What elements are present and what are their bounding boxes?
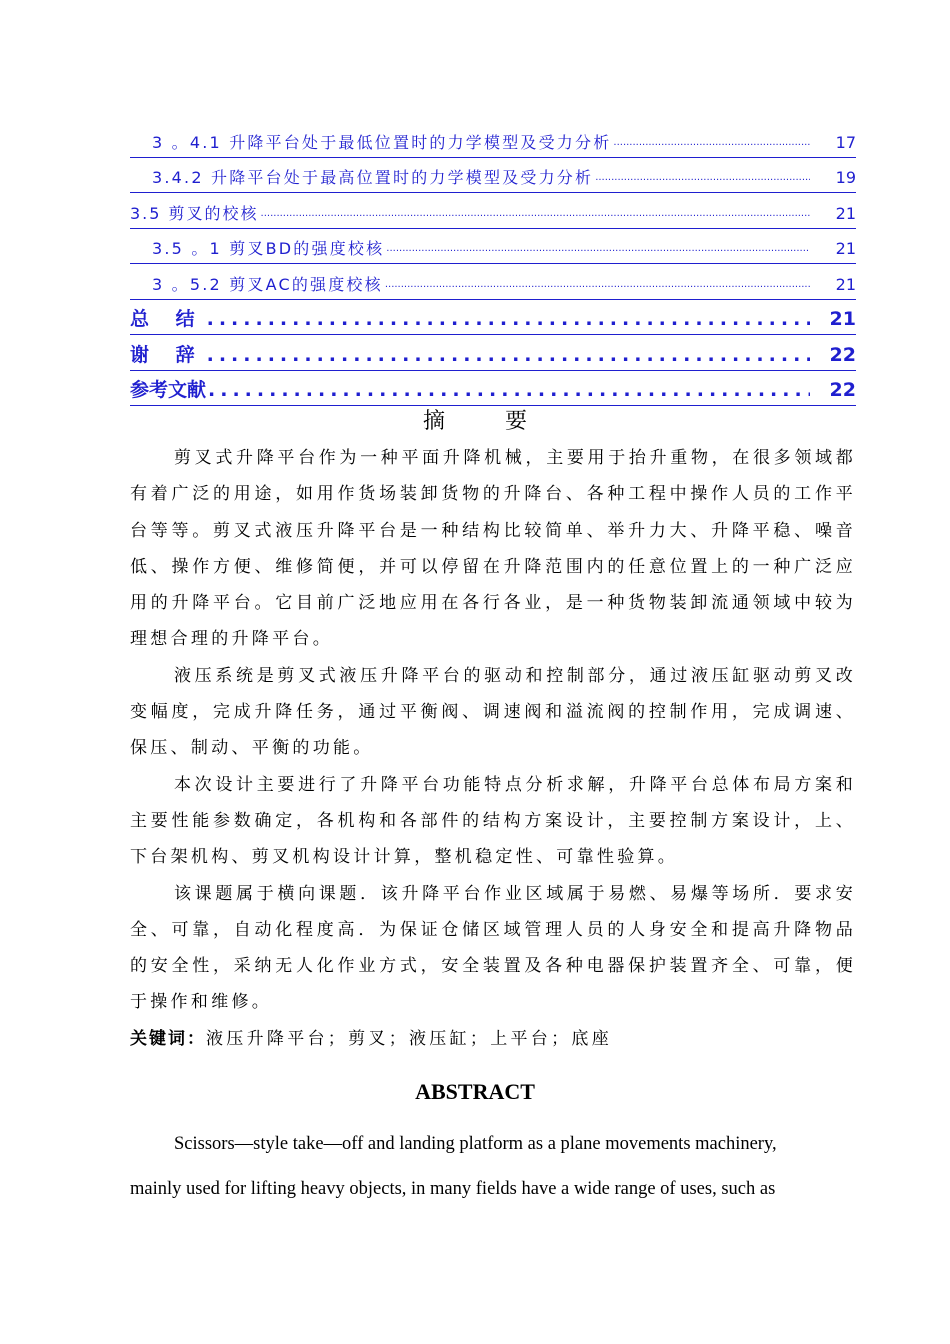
abstract-en-body: [130, 1122, 800, 1212]
abstract-en-paragraph: Scissors—style take—off and landing platform as a plane movements machinery, mainly used for lifting heavy objects, in many fields have a wide range of uses, such as: [130, 1134, 777, 1199]
abstract-cn-keywords: [130, 1021, 856, 1057]
toc-entry-page: 21: [835, 274, 856, 294]
abstract-cn-title: 摘要: [422, 409, 587, 434]
abstract-cn-body: [130, 440, 856, 1057]
toc-entry-summary[interactable]: [130, 300, 856, 336]
toc-dot-leader: [613, 129, 810, 157]
toc-dot-leader: [385, 271, 810, 299]
toc-dot-leader: [208, 375, 810, 405]
toc-dot-leader: [207, 340, 810, 370]
table-of-contents: [130, 122, 856, 406]
toc-entry-acknowledgements[interactable]: [130, 335, 856, 371]
toc-entry-3-4-1[interactable]: [130, 122, 856, 158]
abstract-cn-paragraph: 剪叉式升降平台作为一种平面升降机械，主要用于抬升重物，在很多领域都有着广泛的用途，如用作货场装卸货物的升降台、各种工程中操作人员的工作平台等等。剪叉式液压升降平台是一种结构比较简单、举升力大、升降平稳、噪音低、操作方便、维修简便，并可以停留在升降范围内的任意位置上的一种广泛应用的升降平台。它目前广泛地应用在各行各业，是一种货物装卸流通领域中较为理想合理的升降平台。: [130, 448, 856, 650]
toc-entry-title: 3.4.2 升降平台处于最高位置时的力学模型及受力分析: [152, 164, 595, 192]
toc-entry-page: 22: [829, 343, 856, 366]
toc-entry-title: 3.5 。1 剪叉BD的强度校核: [152, 235, 386, 263]
toc-entry-title: 3.5 剪叉的校核: [130, 200, 261, 228]
toc-entry-3-5-1[interactable]: [130, 229, 856, 265]
toc-dot-leader: [261, 200, 810, 228]
toc-entry-page: 22: [829, 379, 856, 401]
keywords-label: 关键词：: [130, 1028, 206, 1049]
abstract-cn-paragraph: 本次设计主要进行了升降平台功能特点分析求解，升降平台总体布局方案和主要性能参数确定，各机构和各部件的结构方案设计，主要控制方案设计，上、下台架机构、剪叉机构设计计算，整机稳定性、可靠性验算。: [130, 774, 856, 868]
toc-entry-title: 参考文献: [130, 375, 208, 405]
toc-dot-leader: [595, 164, 810, 192]
toc-entry-page: 17: [835, 132, 856, 152]
toc-entry-3-4-2[interactable]: [130, 158, 856, 194]
abstract-cn-paragraph: 液压系统是剪叉式液压升降平台的驱动和控制部分，通过液压缸驱动剪叉改变幅度，完成升降任务，通过平衡阀、调速阀和溢流阀的控制作用，完成调速、保压、制动、平衡的功能。: [130, 665, 856, 759]
toc-dot-leader: [207, 304, 810, 334]
abstract-en-title: ABSTRACT: [415, 1079, 535, 1104]
toc-entry-title: 谢 辞: [130, 340, 207, 370]
toc-entry-title: 3 。5.2 剪叉AC的强度校核: [152, 271, 385, 299]
toc-entry-page: 21: [829, 308, 856, 330]
abstract-cn-paragraph: 该课题属于横向课题．该升降平台作业区域属于易燃、易爆等场所．要求安全、可靠，自动化程度高．为保证仓储区域管理人员的人身安全和提高升降物品的安全性，采纳无人化作业方式，安全装置及各种电器保护装置齐全、可靠，便于操作和维修。: [130, 883, 856, 1013]
toc-entry-page: 21: [835, 239, 856, 258]
toc-dot-leader: [386, 235, 810, 263]
toc-entry-3-5[interactable]: [130, 193, 856, 229]
toc-entry-title: 总 结: [130, 304, 207, 334]
toc-entry-page: 19: [835, 168, 856, 187]
toc-entry-references[interactable]: [130, 371, 856, 407]
toc-entry-title: 3 。4.1 升降平台处于最低位置时的力学模型及受力分析: [152, 129, 613, 157]
toc-entry-page: 21: [835, 203, 856, 223]
toc-entry-3-5-2[interactable]: [130, 264, 856, 300]
keywords-text: 液压升降平台；剪叉；液压缸；上平台；底座: [206, 1028, 612, 1049]
